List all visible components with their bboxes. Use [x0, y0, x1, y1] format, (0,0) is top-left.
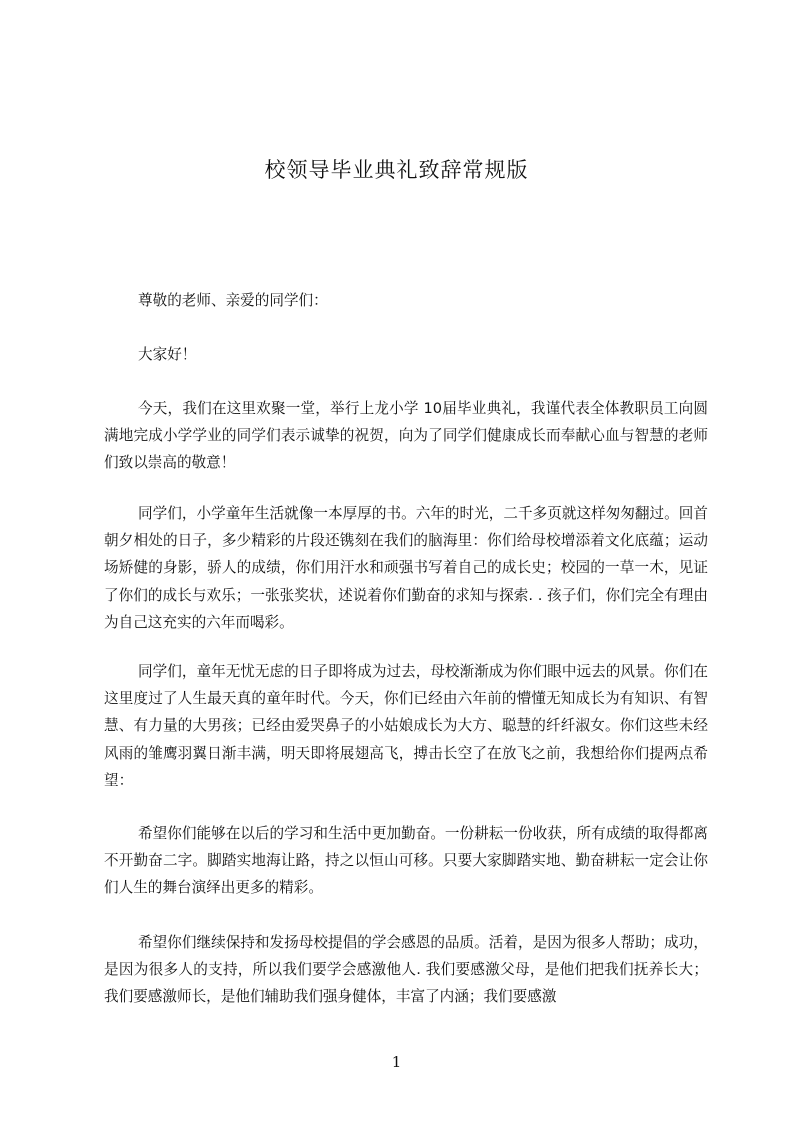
paragraph-hope-diligence: 希望你们能够在以后的学习和生活中更加勤奋。一份耕耘一份收获，所有成绩的取得都离不开勤奋二字。脚踏实地海让路，持之以恒山可移。只要大家脚踏实地、勤奋耕耘一定会让你们人生的舞台演绎出更多的精彩。	[104, 825, 708, 897]
paragraph-opening: 今天，我们在这里欢聚一堂，举行上龙小学 10届毕业典礼，我谨代表全体教职员工向圆满地完成小学学业的同学们表示诚挚的祝贺，向为了同学们健康成长而奉献心血与智慧的老师们致以崇高的敬意！	[104, 400, 708, 472]
greeting: 大家好！	[138, 346, 197, 363]
paragraph-growing-up: 同学们，童年无忧无虑的日子即将成为过去，母校渐渐成为你们眼中远去的风景。你们在这里度过了人生最天真的童年时代。今天，你们已经由六年前的懵懂无知成长为有知识、有智慧、有力量的大男孩；已经由爱哭鼻子的小姑娘成长为大方、聪慧的纤纤淑女。你们这些未经风雨的雏鹰羽翼日渐丰满，明天即将展翅高飞，搏击长空了在放飞之前，我想给你们提两点希望：	[104, 663, 708, 789]
paragraph-hope-gratitude: 希望你们继续保持和发扬母校提倡的学会感恩的品质。活着，是因为很多人帮助；成功，是因为很多人的支持，所以我们要学会感激他人. 我们要感激父母，是他们把我们抚养长大；我们要感激师长，是他们辅助我们强身健体，丰富了内涵；我们要感激	[104, 934, 708, 1006]
page-number: 1	[391, 1053, 402, 1071]
document-title: 校领导毕业典礼致辞常规版	[264, 158, 529, 183]
paragraph-school-life: 同学们，小学童年生活就像一本厚厚的书。六年的时光，二千多页就这样匆匆翻过。回首朝夕相处的日子，多少精彩的片段还镌刻在我们的脑海里：你们给母校增添着文化底蕴；运动场矫健的身影，骄人的成绩，你们用汗水和顽强书写着自己的成长史；校园的一草一木，见证了你们的成长与欢乐；一张张奖状，述说着你们勤奋的求知与探索. . 孩子们，你们完全有理由为自己这充实的六年而喝彩。	[104, 505, 708, 631]
salutation: 尊敬的老师、亲爱的同学们：	[138, 292, 328, 309]
